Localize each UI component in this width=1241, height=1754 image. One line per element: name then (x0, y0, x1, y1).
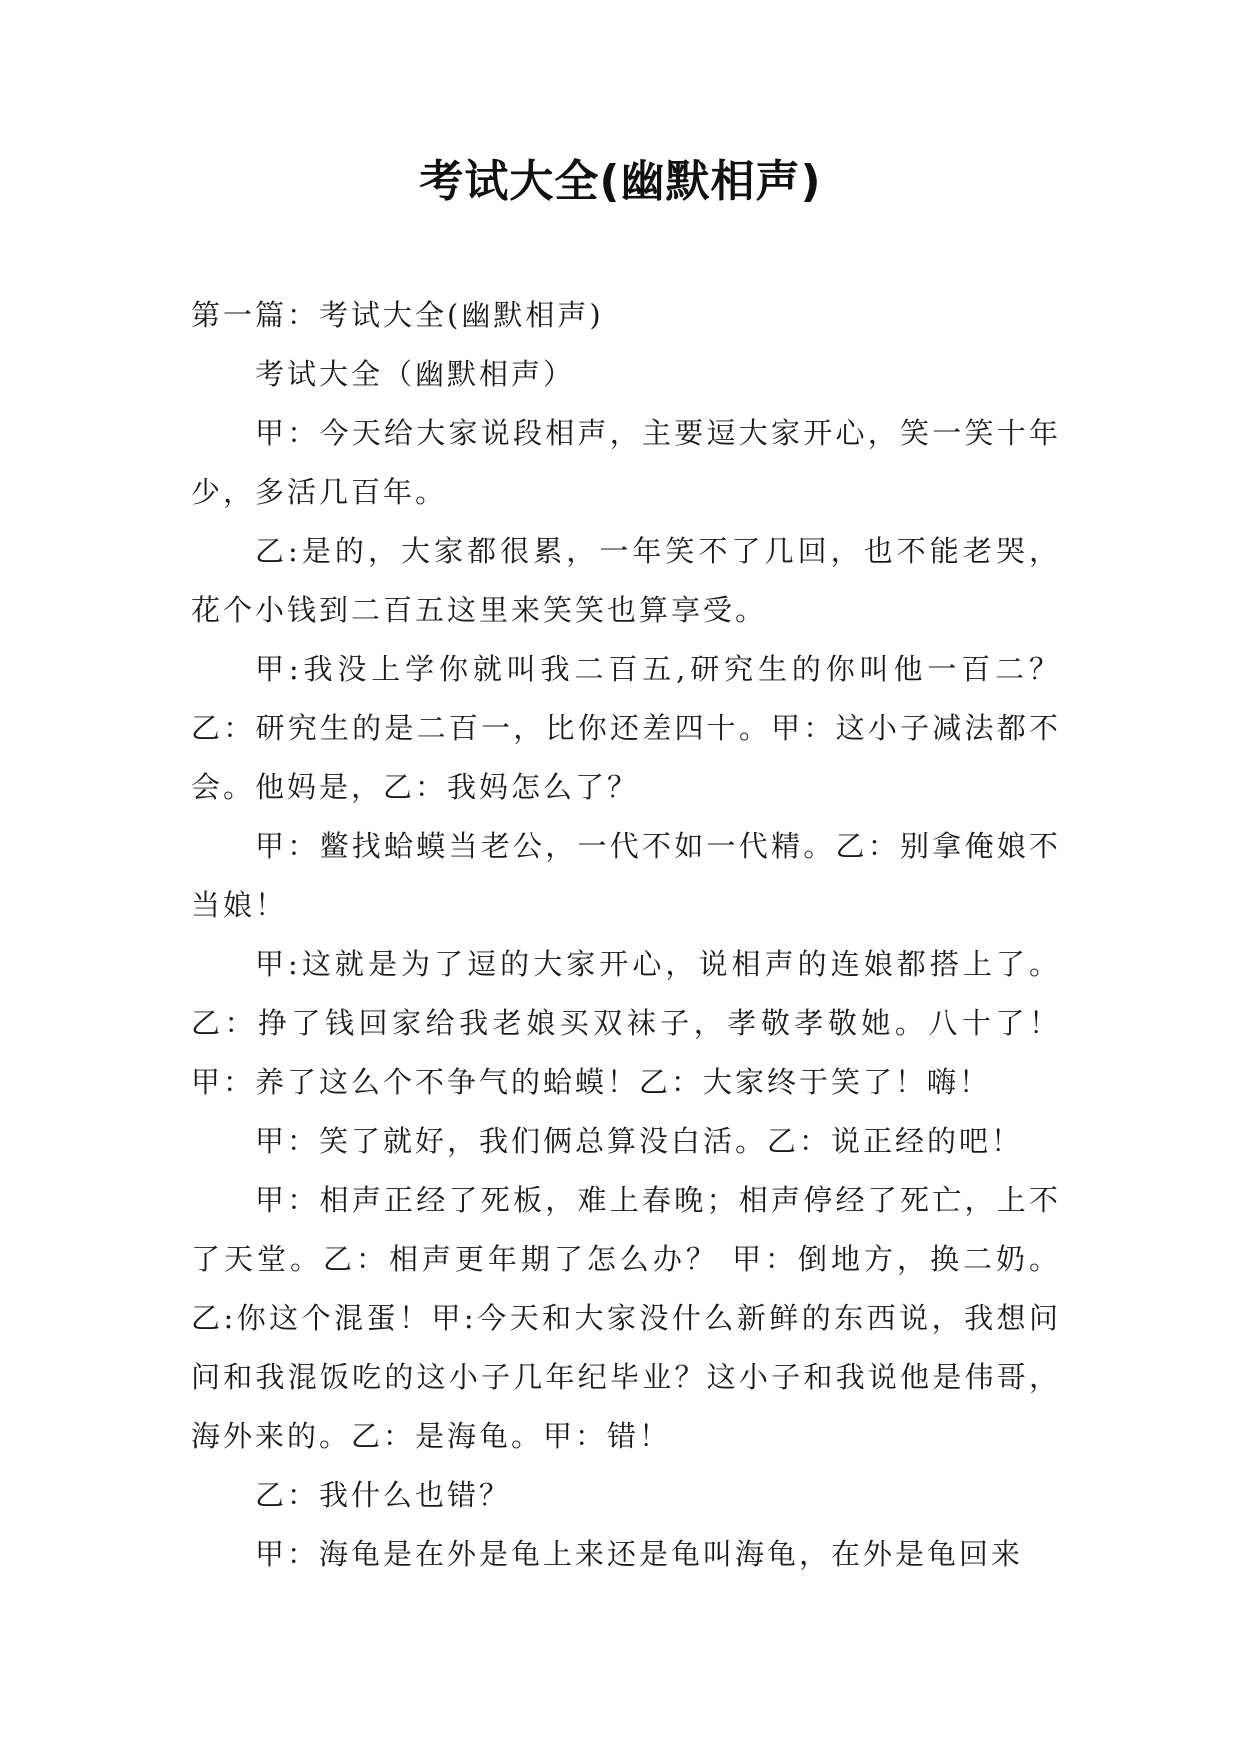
paragraph: 甲:我没上学你就叫我二百五,研究生的你叫他一百二？乙：研究生的是二百一，比你还差四十。甲：这小子减法都不会。他妈是，乙：我妈怎么了？ (191, 652, 1061, 804)
paragraph: 甲：相声正经了死板，难上春晚；相声停经了死亡，上不了天堂。乙：相声更年期了怎么办？ 甲：倒地方，换二奶。乙:你这个混蛋！甲:今天和大家没什么新鲜的东西说，我想问问和我混饭吃的这小子几年纪毕业？这小子和我说他是伟哥，海外来的。乙：是海龟。甲：错！ (191, 1183, 1061, 1453)
document-body (191, 286, 1061, 1584)
paragraph: 第一篇：考试大全(幽默相声) (191, 298, 604, 332)
paragraph: 甲:这就是为了逗的大家开心，说相声的连娘都搭上了。乙：挣了钱回家给我老娘买双袜子，孝敬孝敬她。八十了！甲：养了这么个不争气的蛤蟆！乙：大家终于笑了！嗨！ (191, 947, 1061, 1099)
document-title: 考试大全(幽默相声) (419, 156, 822, 207)
paragraph: 甲：笑了就好，我们俩总算没白活。乙：说正经的吧！ (255, 1124, 1024, 1158)
paragraph: 考试大全（幽默相声） (255, 357, 576, 391)
paragraph: 乙：我什么也错？ (255, 1478, 512, 1512)
paragraph: 甲：今天给大家说段相声，主要逗大家开心，笑一笑十年少，多活几百年。 (191, 416, 1061, 509)
paragraph: 乙:是的，大家都很累，一年笑不了几回，也不能老哭，花个小钱到二百五这里来笑笑也算享受。 (191, 534, 1061, 627)
paragraph: 甲：鳖找蛤蟆当老公，一代不如一代精。乙：别拿俺娘不当娘！ (191, 829, 1061, 922)
paragraph: 甲：海龟是在外是龟上来还是龟叫海龟，在外是龟回来 (255, 1537, 1024, 1571)
